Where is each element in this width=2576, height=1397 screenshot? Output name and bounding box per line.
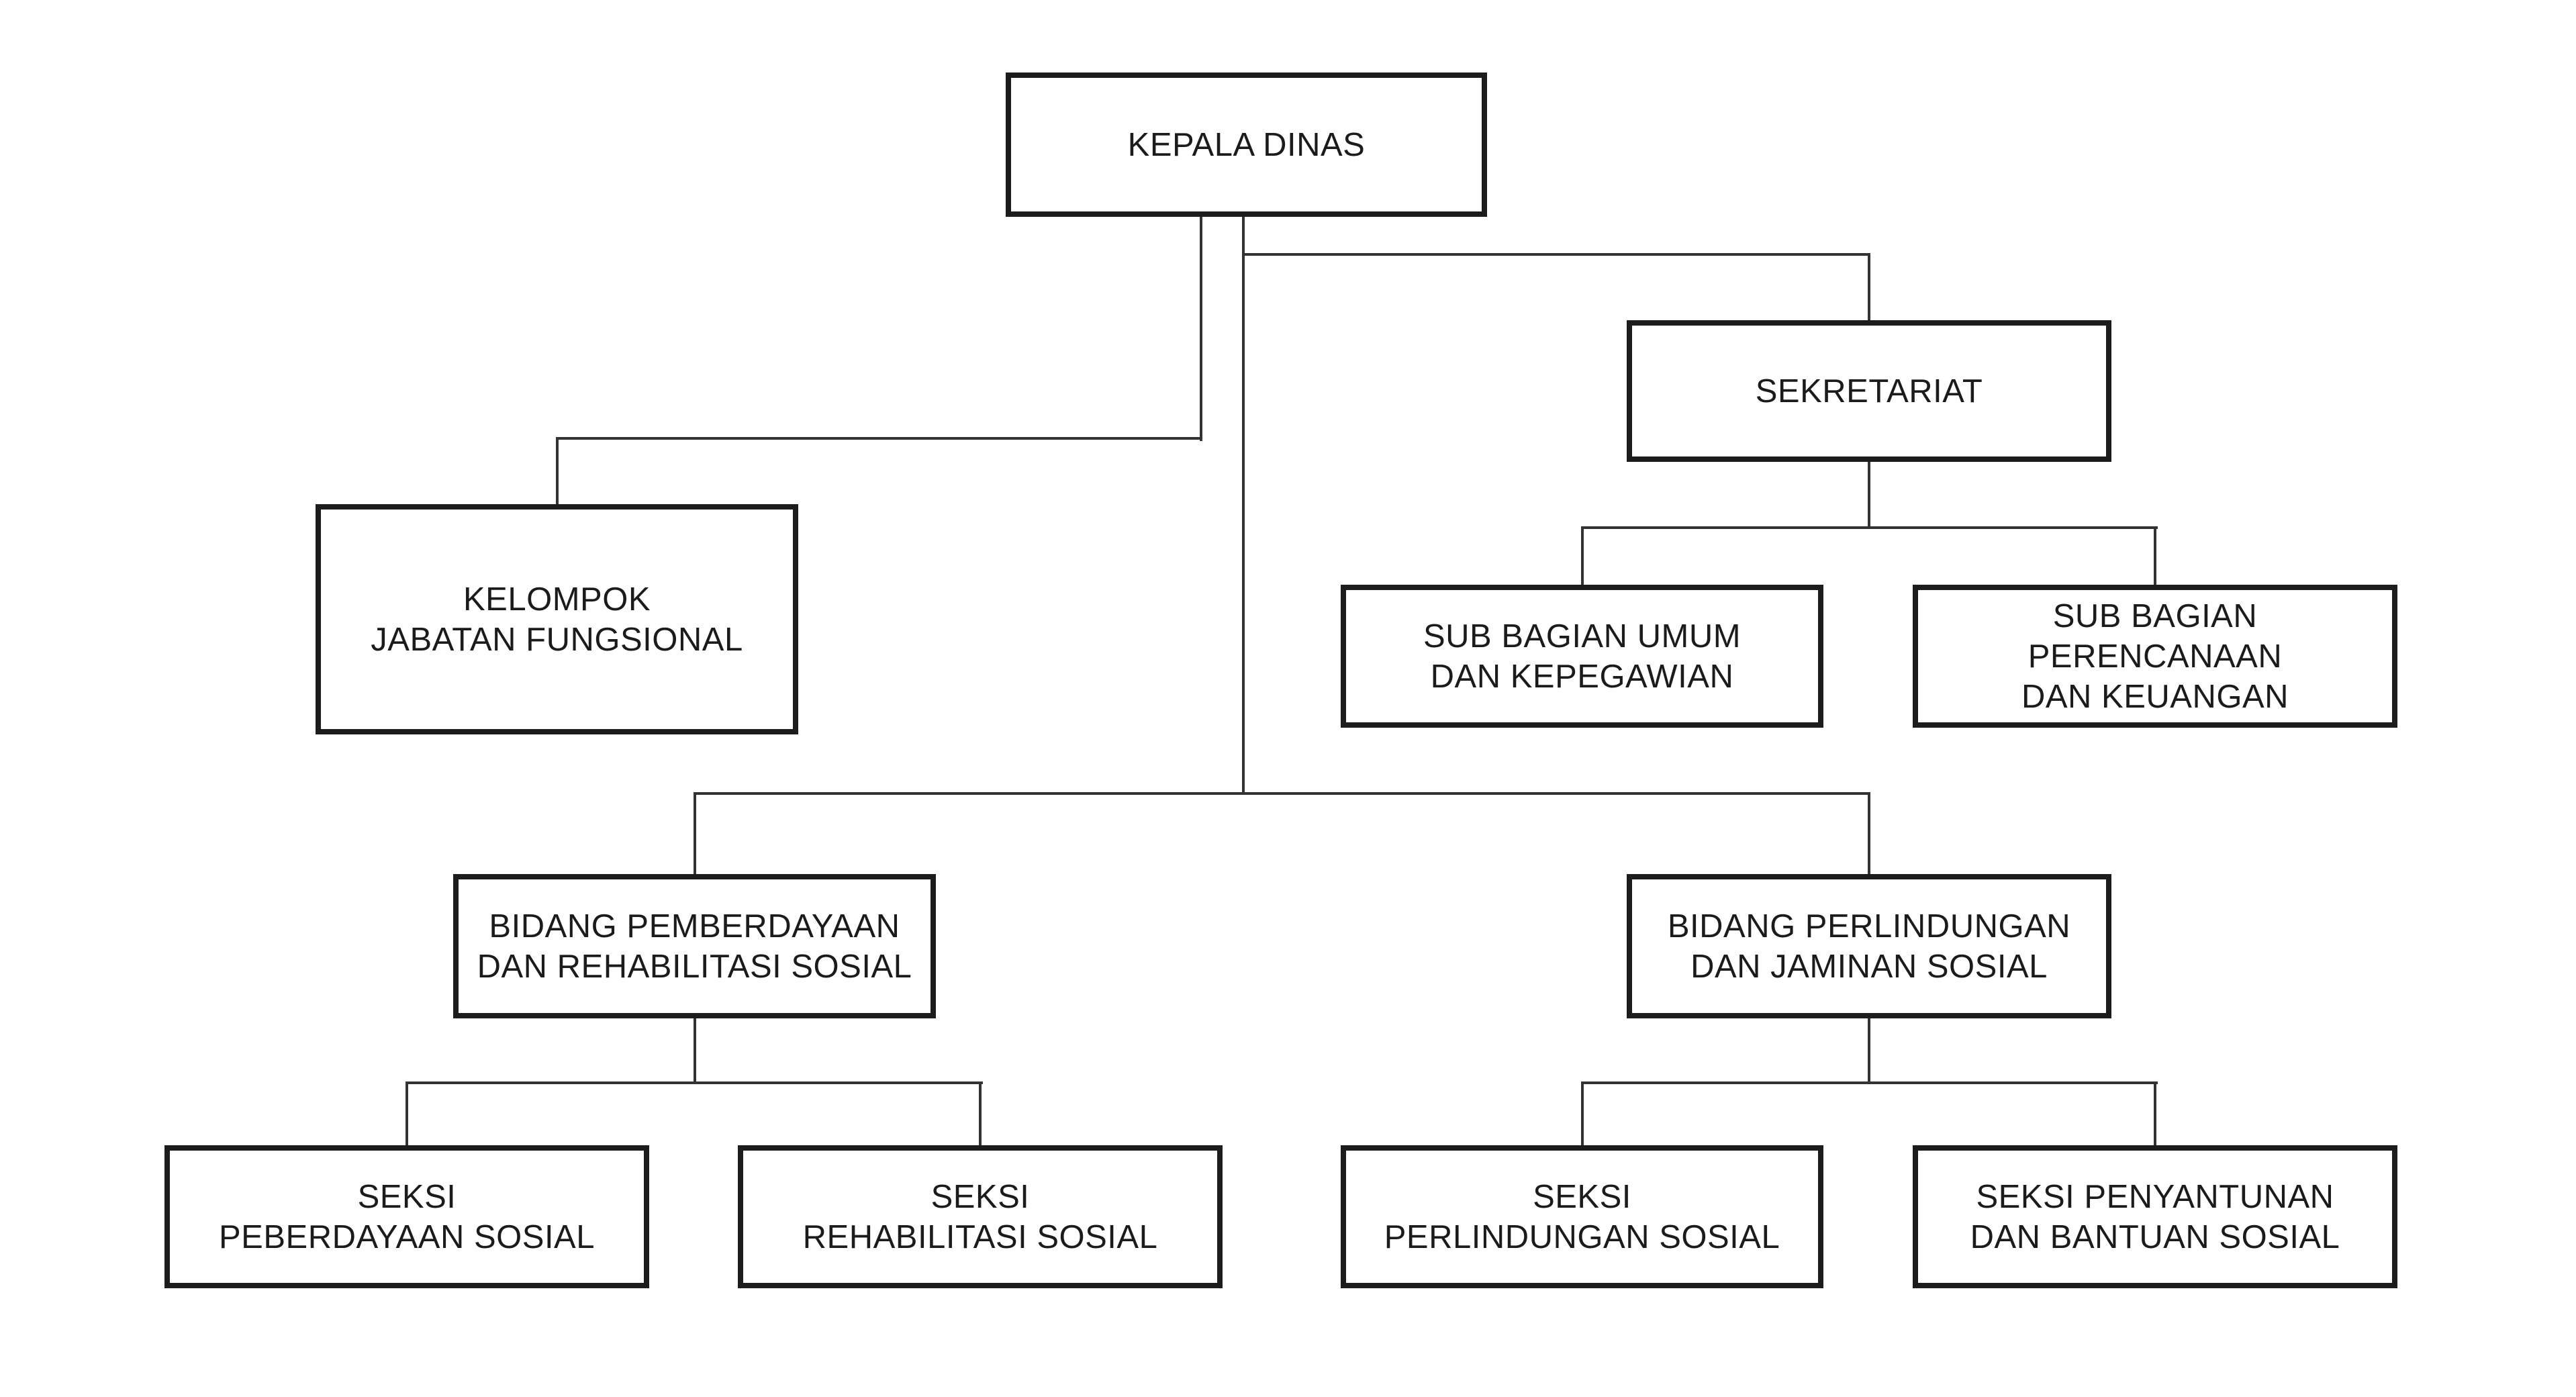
connector-pemberdayaan-fork-stem (694, 1018, 696, 1084)
org-node-label (1756, 371, 1983, 412)
org-node-label (477, 906, 912, 987)
connector-sub-perencanaan-drop (2154, 526, 2156, 585)
label-line: PERLINDUNGAN SOSIAL (1384, 1218, 1780, 1255)
label-line: KELOMPOK (463, 581, 651, 618)
connector-seksi-penyantunan-drop (2154, 1081, 2156, 1145)
label-line: DAN JAMINAN SOSIAL (1690, 948, 2048, 985)
label-line: PERENCANAAN (2028, 638, 2283, 675)
org-node-seksi-peberdayaan (164, 1145, 649, 1288)
connector-sekretariat-fork-horizontal (1581, 526, 2158, 529)
org-node-label (803, 1177, 1158, 1257)
label-line: SEKSI (931, 1178, 1030, 1215)
connector-seksi-rehabilitasi-drop (979, 1081, 982, 1145)
org-node-label (1668, 906, 2070, 987)
org-node-label (219, 1177, 595, 1257)
connector-pemberdayaan-fork-horizontal (406, 1081, 983, 1084)
label-line: SUB BAGIAN UMUM (1423, 618, 1742, 655)
org-node-seksi-perlindungan (1341, 1145, 1823, 1288)
label-line: BIDANG PEMBERDAYAAN (489, 908, 900, 945)
org-node-seksi-rehabilitasi (738, 1145, 1223, 1288)
connector-sekretariat-fork-stem (1868, 462, 1870, 529)
org-node-kelompok-jabatan-fungsional (316, 504, 798, 734)
org-node-label (1970, 1177, 2340, 1257)
connector-perlindungan-fork-horizontal (1581, 1081, 2158, 1084)
org-node-sub-bagian-umum (1341, 585, 1823, 728)
connector-bidang-perlindungan-drop (1868, 792, 1870, 874)
label-line: SEKSI (357, 1178, 457, 1215)
connector-kepala-main-vertical (1242, 217, 1245, 795)
connector-bidang-tier-horizontal (694, 792, 1870, 795)
label-line: JABATAN FUNGSIONAL (371, 621, 743, 658)
connector-bidang-pemberdayaan-drop (694, 792, 696, 874)
connector-sub-umum-drop (1581, 526, 1584, 585)
label-line: BIDANG PERLINDUNGAN (1667, 908, 2071, 945)
connector-kepala-to-kelompok-vertical (1200, 217, 1202, 441)
org-node-bidang-perlindungan (1627, 874, 2111, 1018)
connector-seksi-peberdayaan-drop (406, 1081, 408, 1145)
label-line: SEKSI (1533, 1178, 1631, 1215)
org-node-kepala-dinas (1006, 73, 1487, 217)
org-node-seksi-penyantunan (1913, 1145, 2397, 1288)
org-node-sub-bagian-perencanaan (1913, 585, 2397, 728)
connector-perlindungan-fork-stem (1868, 1018, 1870, 1084)
label-line: DAN KEUANGAN (2021, 678, 2289, 715)
connector-kelompok-horizontal (557, 437, 1202, 440)
org-node-label (1384, 1177, 1780, 1257)
label-line: SEKRETARIAT (1755, 373, 1983, 410)
connector-sekretariat-branch-horizontal (1242, 253, 1870, 256)
org-node-sekretariat (1627, 320, 2111, 462)
label-line: DAN BANTUAN SOSIAL (1970, 1218, 2340, 1255)
org-node-label (2021, 596, 2289, 717)
label-line: REHABILITASI SOSIAL (802, 1218, 1158, 1255)
org-node-label (371, 579, 743, 660)
label-line: PEBERDAYAAN SOSIAL (219, 1218, 595, 1255)
connector-sekretariat-drop (1868, 253, 1870, 320)
label-line: SUB BAGIAN (2052, 597, 2258, 634)
connector-kelompok-drop (556, 437, 559, 504)
label-line: KEPALA DINAS (1127, 126, 1366, 163)
org-node-label (1423, 616, 1741, 697)
label-line: DAN REHABILITASI SOSIAL (477, 948, 912, 985)
org-node-label (1128, 125, 1366, 165)
org-node-bidang-pemberdayaan (453, 874, 936, 1018)
label-line: SEKSI PENYANTUNAN (1976, 1178, 2334, 1215)
label-line: DAN KEPEGAWIAN (1430, 658, 1734, 695)
connector-seksi-perlindungan-drop (1581, 1081, 1584, 1145)
